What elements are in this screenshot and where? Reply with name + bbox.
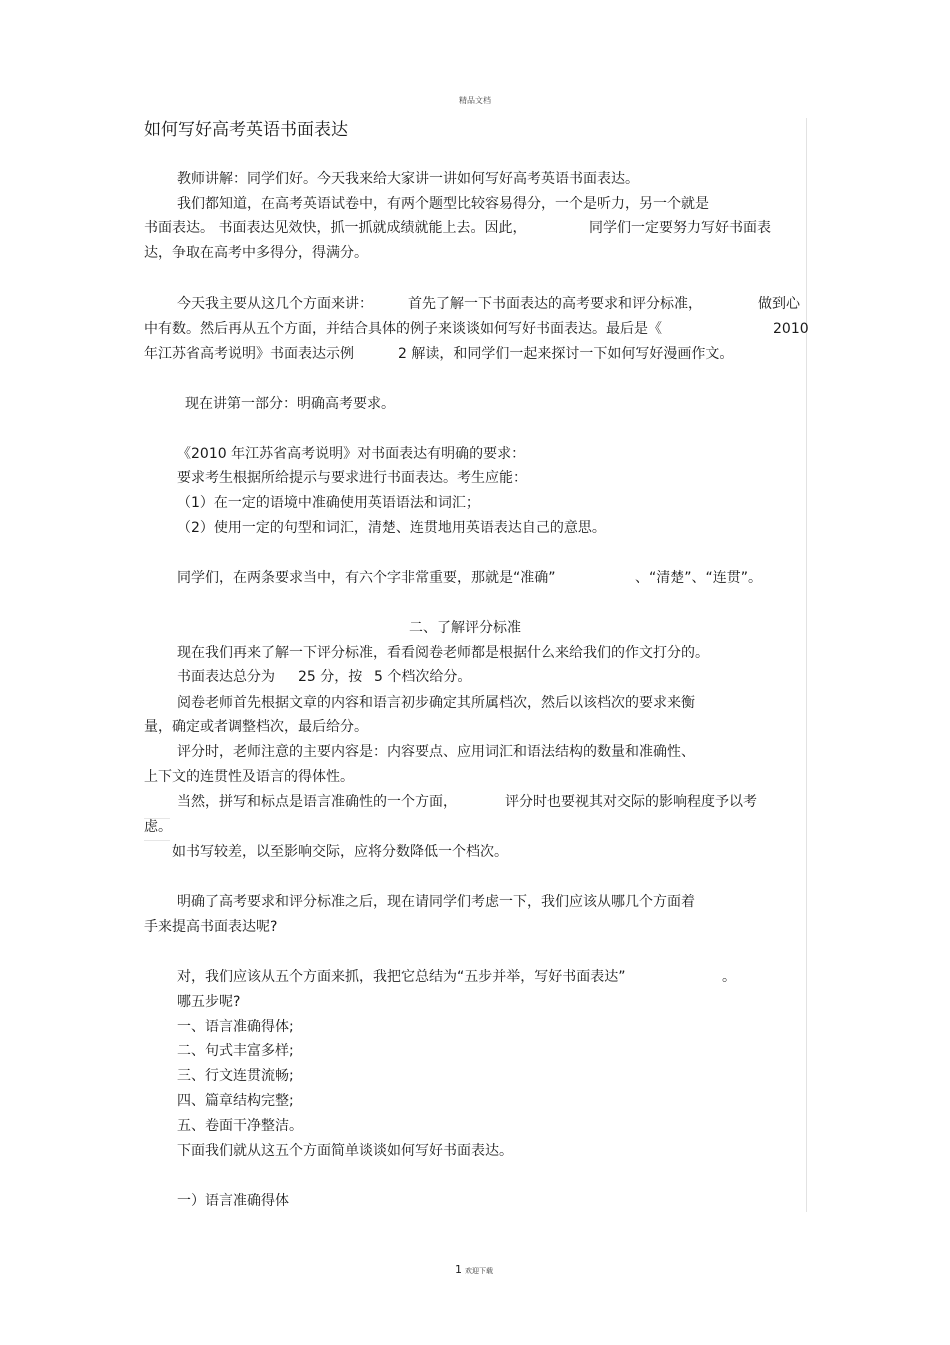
text-line: 做到心 <box>758 296 800 312</box>
list-item: 三、行文连贯流畅; <box>177 1068 294 1084</box>
text-line: （2）使用一定的句型和词汇，清楚、连贯地用英语表达自己的意思。 <box>177 520 606 536</box>
text-line: 哪五步呢? <box>177 994 241 1010</box>
text-line: 当然，拼写和标点是语言准确性的一个方面， <box>177 794 457 810</box>
text-line: 首先了解一下书面表达的高考要求和评分标准， <box>408 296 702 312</box>
text-line: 。 <box>722 969 736 985</box>
footer-welcome: 欢迎下载 <box>465 1267 493 1275</box>
list-item: 五、卷面干净整洁。 <box>177 1118 303 1134</box>
text-line: 同学们，在两条要求当中，有六个字非常重要，那就是“准确” <box>177 570 556 586</box>
text-line: 5 个档次给分。 <box>374 669 472 685</box>
list-item: 一、语言准确得体; <box>177 1019 294 1035</box>
subsection-heading: 一）语言准确得体 <box>177 1193 289 1209</box>
text-line: 书面表达。 书面表达见效快，抓一抓就成绩就能上去。因此， <box>144 220 527 236</box>
page-number: 1 <box>455 1263 462 1276</box>
list-item: 四、篇章结构完整; <box>177 1093 294 1109</box>
text-line: 教师讲解：同学们好。今天我来给大家讲一讲如何写好高考英语书面表达。 <box>177 171 639 187</box>
text-line: 达，争取在高考中多得分，得满分。 <box>144 245 368 261</box>
text-line: 2 解读，和同学们一起来探讨一下如何写好漫画作文。 <box>398 346 734 362</box>
text-line: 对，我们应该从五个方面来抓，我把它总结为“五步并举，写好书面表达” <box>177 969 626 985</box>
text-line: 、“清楚”、“连贯”。 <box>635 570 763 586</box>
text-line: 现在我们再来了解一下评分标准，看看阅卷老师都是根据什么来给我们的作文打分的。 <box>177 645 709 661</box>
margin-line <box>806 118 807 1212</box>
text-line: 我们都知道，在高考英语试卷中，有两个题型比较容易得分，一个是听力，另一个就是 <box>177 196 709 212</box>
text-line: 年江苏省高考说明》书面表达示例 <box>144 346 354 362</box>
text-line: 要求考生根据所给提示与要求进行书面表达。考生应能： <box>177 470 527 486</box>
text-line: （1）在一定的语境中准确使用英语语法和词汇； <box>177 495 480 511</box>
text-line: 25 分，按 <box>298 669 363 685</box>
text-line: 中有数。然后再从五个方面，并结合具体的例子来谈谈如何写好书面表达。最后是《 <box>144 321 662 337</box>
page-header: 精品文档 <box>459 96 491 105</box>
text-line: 今天我主要从这几个方面来讲： <box>177 296 373 312</box>
divider <box>144 840 170 841</box>
text-line: 评分时，老师注意的主要内容是：内容要点、应用词汇和语法结构的数量和准确性、 <box>177 744 695 760</box>
page-footer <box>455 1258 493 1277</box>
text-line: 虑。 <box>144 819 172 835</box>
text-line: 手来提高书面表达呢? <box>144 919 278 935</box>
text-line: 评分时也要视其对交际的影响程度予以考 <box>505 794 757 810</box>
text-line: 现在讲第一部分：明确高考要求。 <box>185 396 395 412</box>
document-title: 如何写好高考英语书面表达 <box>144 120 348 140</box>
text-line: 2010 <box>773 321 809 337</box>
text-line: 书面表达总分为 <box>177 669 275 685</box>
text-line: 如书写较差，以至影响交际，应将分数降低一个档次。 <box>172 844 508 860</box>
text-line: 量，确定或者调整档次，最后给分。 <box>144 719 368 735</box>
list-item: 二、句式丰富多样; <box>177 1043 294 1059</box>
text-line: 《2010 年江苏省高考说明》对书面表达有明确的要求： <box>177 446 526 462</box>
section-heading: 二、了解评分标准 <box>409 620 521 636</box>
text-line: 同学们一定要努力写好书面表 <box>589 220 771 236</box>
text-line: 明确了高考要求和评分标准之后，现在请同学们考虑一下，我们应该从哪几个方面着 <box>177 894 695 910</box>
text-line: 上下文的连贯性及语言的得体性。 <box>144 769 354 785</box>
text-line: 阅卷老师首先根据文章的内容和语言初步确定其所属档次，然后以该档次的要求来衡 <box>177 695 695 711</box>
text-line: 下面我们就从这五个方面简单谈谈如何写好书面表达。 <box>177 1143 513 1159</box>
